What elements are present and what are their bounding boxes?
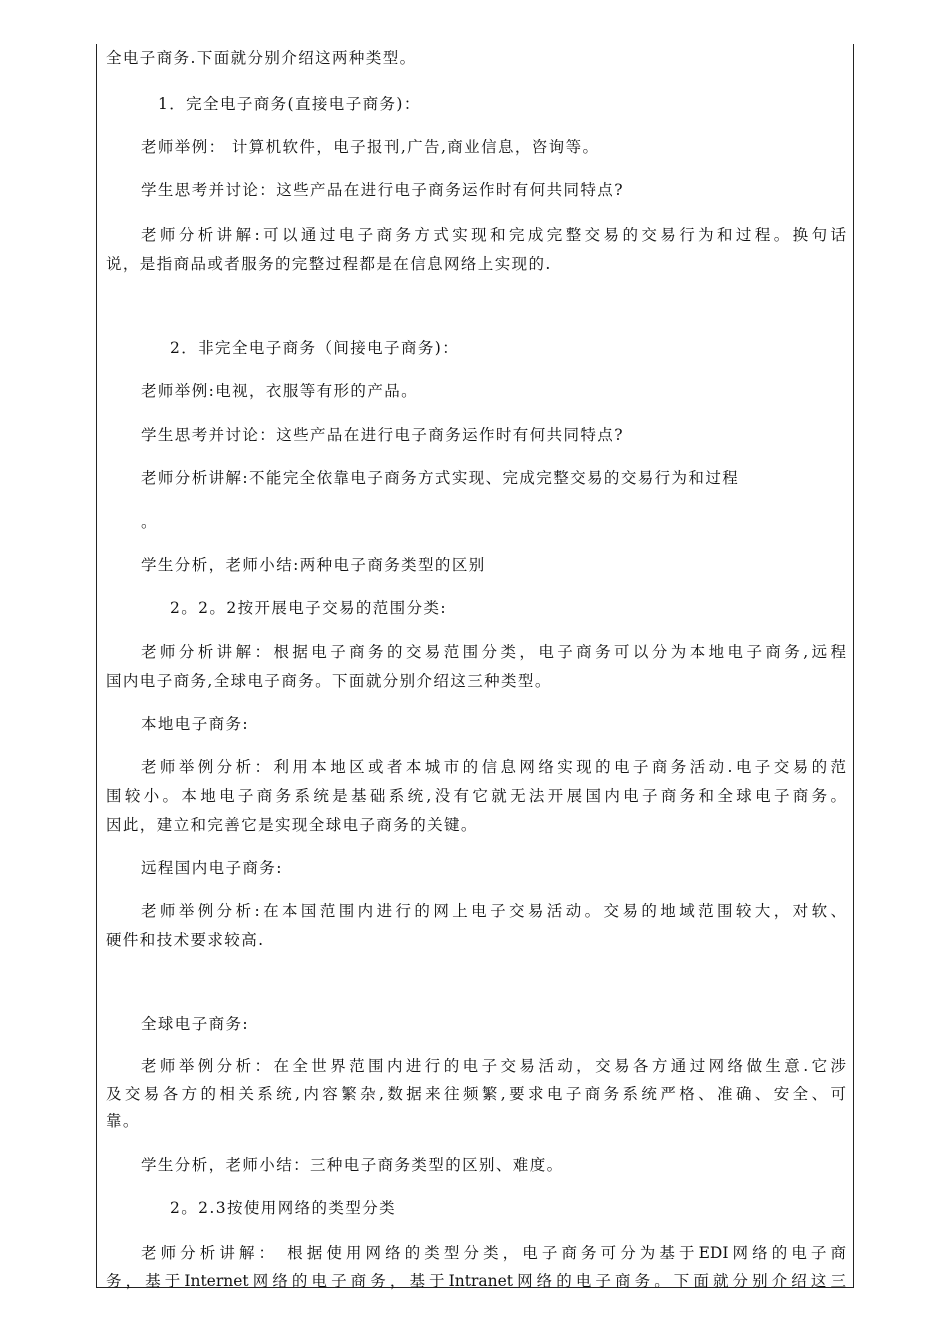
text-line: 及交易各方的相关系统,内容繁杂,数据来往频繁,要求电子商务系统严格、准确、安全、可 <box>106 1085 846 1103</box>
text-line: 全电子商务.下面就分别介绍这两种类型。 <box>106 49 417 67</box>
section-heading: 2．非完全电子商务（间接电子商务)： <box>170 339 460 357</box>
section-heading: 2。2。2按开展电子交易的范围分类: <box>170 599 448 617</box>
text-line: 老师举例:电视，衣服等有形的产品。 <box>141 382 419 400</box>
text-line: 因此，建立和完善它是实现全球电子商务的关键。 <box>106 816 478 834</box>
text-line: 务，基于Internet网络的电子商务，基于Intranet网络的电子商务。下面就分别介绍这三 <box>106 1272 846 1290</box>
text-line: 硬件和技术要求较高. <box>106 931 265 949</box>
text-line: 老师举例： 计算机软件，电子报刊,广告,商业信息，咨询等。 <box>141 138 600 156</box>
text-line: 学生思考并讨论：这些产品在进行电子商务运作时有何共同特点? <box>141 426 624 444</box>
text-line: 本地电子商务: <box>141 715 250 733</box>
section-heading: 2。2.3按使用网络的类型分类 <box>170 1199 397 1217</box>
text-line: 学生分析，老师小结：三种电子商务类型的区别、难度。 <box>141 1156 564 1174</box>
text-line: 全球电子商务: <box>141 1015 250 1033</box>
text-line: 老师分析讲解：根据电子商务的交易范围分类，电子商务可以分为本地电子商务,远程 <box>141 643 846 661</box>
text-line: 学生分析，老师小结:两种电子商务类型的区别 <box>141 556 486 574</box>
text-line: 老师举例分析:在本国范围内进行的网上电子交易活动。交易的地域范围较大，对软、 <box>141 902 846 920</box>
text-line: 学生思考并讨论：这些产品在进行电子商务运作时有何共同特点? <box>141 181 624 199</box>
section-heading: 1．完全电子商务(直接电子商务)： <box>158 95 421 113</box>
text-line: 围较小。本地电子商务系统是基础系统,没有它就无法开展国内电子商务和全球电子商务。 <box>106 787 846 805</box>
text-line: 说，是指商品或者服务的完整过程都是在信息网络上实现的. <box>106 255 552 273</box>
text-line: 远程国内电子商务: <box>141 859 283 877</box>
text-line: 国内电子商务,全球电子商务。下面就分别介绍这三种类型。 <box>106 672 552 690</box>
text-line: 老师举例分析：利用本地区或者本城市的信息网络实现的电子商务活动.电子交易的范 <box>141 758 846 776</box>
text-line: 老师分析讲解:不能完全依靠电子商务方式实现、完成完整交易的交易行为和过程 <box>141 469 740 487</box>
text-line: 老师分析讲解:可以通过电子商务方式实现和完成完整交易的交易行为和过程。换句话 <box>141 226 846 244</box>
text-line: 老师分析讲解： 根据使用网络的类型分类，电子商务可分为基于EDI网络的电子商 <box>141 1244 846 1262</box>
text-line: 老师举例分析：在全世界范围内进行的电子交易活动，交易各方通过网络做生意.它涉 <box>141 1057 846 1075</box>
text-line: 。 <box>141 513 158 531</box>
text-line: 靠。 <box>106 1112 140 1130</box>
